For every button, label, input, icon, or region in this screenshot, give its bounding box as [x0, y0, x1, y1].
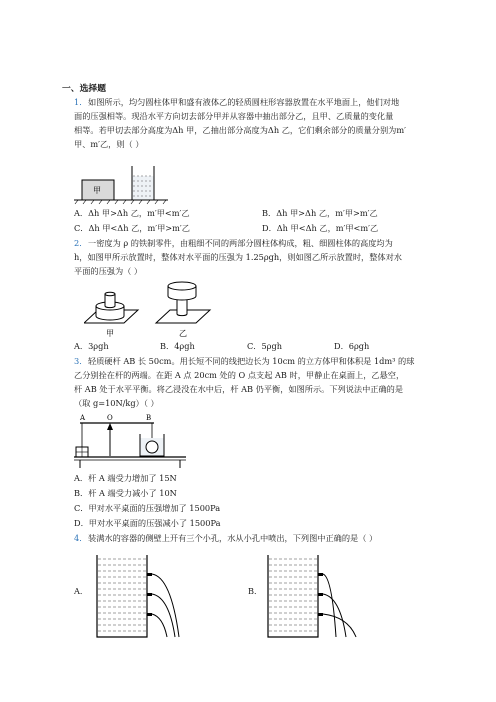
q4-number: 4． [74, 533, 88, 543]
q3-line-1: 轻质硬杆 AB 长 50cm。用长短不同的线把边长为 10cm 的立方体甲和体积是 1dm³ 的球 [88, 356, 415, 366]
q3-line-2: 乙分别拴在杆的两端。在距 A 点 20cm 处的 O 点支起 AB 时，甲静止在桌面上，乙悬空， [74, 370, 405, 380]
q4b-water-dashes [269, 559, 317, 631]
q3-label-a: A [80, 414, 86, 422]
q2-option-b: B．4ρgh [160, 341, 195, 351]
q2-line-1: 一密度为 ρ 的铁制零件，由粗细不同的两部分圆柱体构成，粗、细圆柱体的高度均为 [88, 238, 393, 248]
q1-option-b: B．Δh 甲>Δh 乙，m′甲>m′乙 [262, 208, 378, 218]
q1-figure [74, 160, 170, 206]
q3-option-d: D．甲对水平桌面的压强减小了 1500Pa [74, 518, 221, 528]
q4b-hole-top [318, 573, 323, 576]
q4b-jet-bottom [323, 614, 356, 637]
q4-option-a: A． [74, 586, 89, 596]
q2-option-d: D．6ρgh [334, 341, 370, 351]
q4-figure-b [266, 553, 364, 639]
q2-thin-top-jia [105, 292, 115, 296]
q4a-hole-bottom [147, 613, 152, 616]
q1-option-c: C．Δh 甲<Δh 乙，m′甲>m′乙 [74, 223, 190, 233]
q3-fulcrum-o [107, 423, 113, 430]
q3-label-b: B [146, 414, 152, 422]
q3-figure [74, 412, 190, 468]
q2-option-a: A．3ρgh [74, 341, 109, 351]
q4-option-b: B． [248, 586, 263, 596]
q1-label-jia: 甲 [93, 186, 101, 195]
q1-line-2: 面的压强相等。现沿水平方向切去部分甲并从容器中抽出部分乙，且甲、乙质量的变化量 [74, 111, 394, 121]
section-title: 一、选择题 [62, 84, 106, 94]
q4b-hole-bottom [318, 613, 323, 616]
q4a-jet-bottom [152, 614, 167, 637]
q3-line-4: （取 g=10N/kg）（ ） [74, 398, 159, 408]
q3-option-c: C．甲对水平桌面的压强增加了 1500Pa [74, 503, 221, 513]
q1-ground-hatch [75, 200, 166, 204]
q2-line-2: h，如图甲所示放置时，整体对水平面的压强为 1.25ρgh，则如图乙所示放置时，整体对水 [74, 252, 402, 262]
q1-option-d: D．Δh 甲<Δh 乙，m′甲<m′乙 [262, 223, 379, 233]
q2-line-3: 平面的压强为（ ） [74, 266, 143, 276]
q3-line-3: 杆 AB 处于水平平衡。将乙浸没在水中后，杆 AB 仍平衡，如图所示。下列说法中正确的是 [74, 384, 404, 394]
q1-option-a: A．Δh 甲>Δh 乙，m′甲<m′乙 [74, 208, 190, 218]
q3-number: 3． [74, 356, 88, 366]
q3-option-a: A．杆 A 端受力增加了 15N [74, 473, 177, 483]
q2-option-c: C．5ρgh [247, 341, 282, 351]
q2-label-jia: 甲 [106, 329, 114, 338]
q2-figure [84, 278, 224, 338]
q4a-water-dashes [98, 559, 146, 631]
q4a-hole-middle [147, 593, 152, 596]
q1-line-1: 如图所示，均匀圆柱体甲和盛有液体乙的轻质圆柱形容器放置在水平地面上，他们对地 [88, 97, 400, 107]
q2-label-yi: 乙 [179, 329, 187, 338]
q3-ball-yi [146, 441, 158, 453]
q4b-jet-top [323, 574, 336, 637]
q4-line-1: 装满水的容器的侧壁上开有三个小孔，水从小孔中喷出，下列图中正确的是（ ） [88, 533, 378, 543]
q4-figure-a [95, 553, 193, 639]
q1-line-3: 相等。若甲切去部分高度为Δh 甲，乙抽出部分高度为Δh 乙，它们剩余部分的质量分别为m′ [74, 125, 406, 135]
q4b-hole-middle [318, 593, 323, 596]
q4a-hole-top [147, 573, 152, 576]
q2-thick-top-yi [168, 282, 196, 290]
q3-label-o: O [107, 414, 113, 422]
q1-number: 1． [74, 97, 88, 107]
q2-number: 2． [74, 238, 88, 248]
q3-option-b: B．杆 A 端受力减小了 10N [74, 488, 177, 498]
q1-line-4: 甲、m′乙，则（ ） [74, 139, 144, 149]
